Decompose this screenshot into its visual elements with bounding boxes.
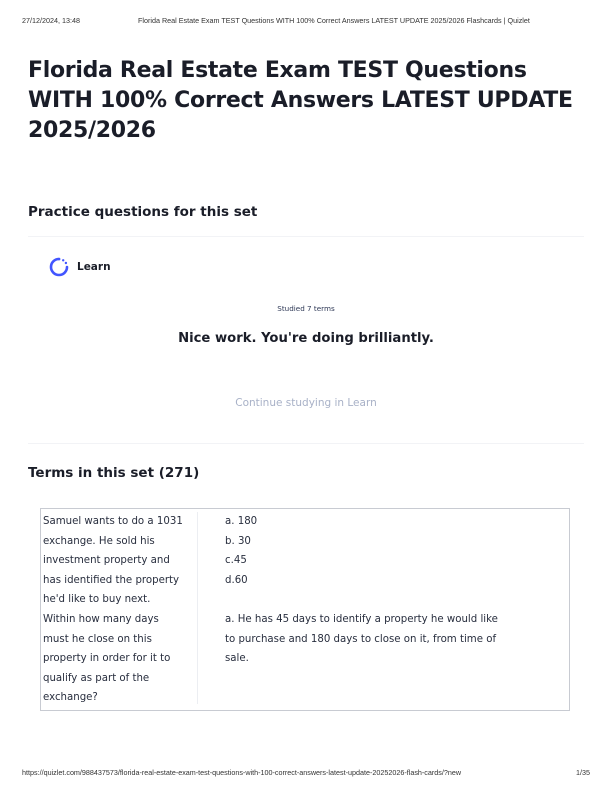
definition-cell (225, 512, 555, 669)
definition-text-line (225, 590, 555, 610)
term-text-line: exchange? (43, 692, 98, 704)
print-url: https://quizlet.com/988437573/florida-real-estate-exam-test-questions-with-100-correct-answers-latest-update-20252026-flash-cards/?new (22, 768, 462, 777)
print-date: 27/12/2024, 13:48 (22, 16, 80, 25)
print-doc-title: Florida Real Estate Exam TEST Questions WITH 100% Correct Answers LATEST UPDATE 2025/2026 Flashcards | Quizlet (138, 16, 530, 25)
definition-text-line: to purchase and 180 days to close on it, from time of (225, 633, 497, 645)
term-text-line: exchange. He sold his (43, 535, 155, 547)
term-text-line: he'd like to buy next. (43, 594, 151, 606)
continue-learn-link[interactable]: Continue studying in Learn (235, 397, 377, 409)
terms-table (40, 508, 570, 711)
term-text-line: qualify as part of the (43, 672, 150, 684)
praise-message: Nice work. You're doing brilliantly. (178, 331, 434, 346)
definition-text-line: b. 30 (225, 535, 251, 547)
definition-text-line: a. 180 (225, 516, 258, 527)
term-text-line: property in order for it to (43, 653, 171, 665)
page-number: 1/35 (576, 768, 590, 777)
term-text-line: must he close on this (43, 633, 152, 645)
definition-text-line: sale. (225, 653, 249, 665)
term-text-line: Within how many days (43, 613, 159, 625)
page-title: Florida Real Estate Exam TEST Questions WITH 100% Correct Answers LATEST UPDATE 2025/2026 (28, 58, 573, 143)
definition-text-line: a. He has 45 days to identify a property he would like (225, 613, 498, 625)
definition-text-line: c.45 (225, 555, 247, 567)
print-header (22, 16, 590, 28)
practice-heading: Practice questions for this set (28, 204, 258, 220)
learn-label: Learn (77, 261, 111, 273)
print-footer (22, 768, 590, 780)
terms-heading: Terms in this set (271) (28, 465, 200, 481)
term-text-line: has identified the property (43, 574, 180, 586)
definition-text-line: d.60 (225, 574, 248, 586)
learn-mode-button[interactable] (48, 256, 111, 278)
learn-progress-icon (48, 256, 70, 278)
term-text-line: investment property and (43, 555, 170, 567)
term-text-line: Samuel wants to do a 1031 (43, 516, 183, 527)
learn-card (28, 236, 584, 444)
term-cell (41, 512, 198, 704)
studied-count: Studied 7 terms (277, 304, 335, 313)
